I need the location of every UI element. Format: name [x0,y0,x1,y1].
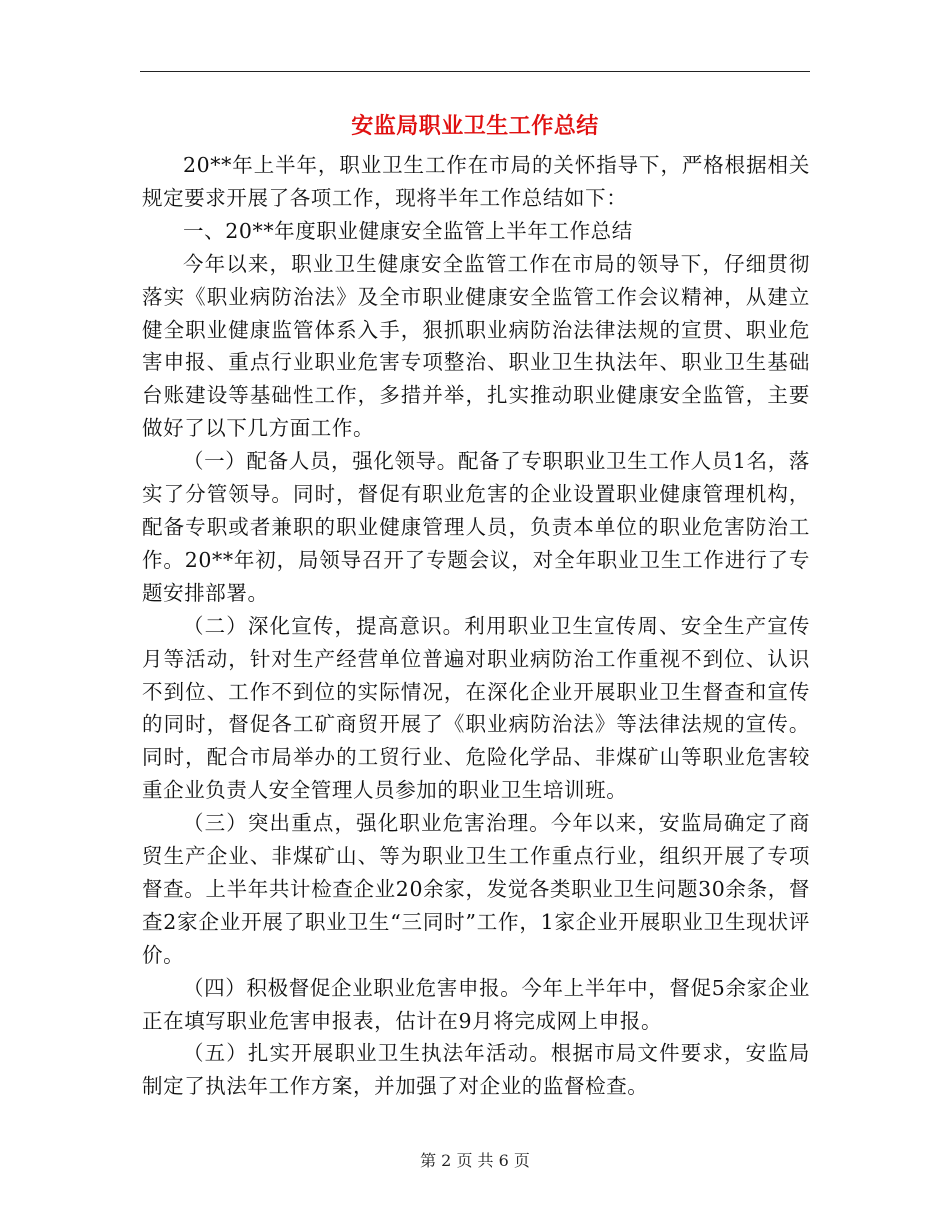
document-title: 安监局职业卫生工作总结 [351,114,599,139]
section-heading-1: 一、20**年度职业健康安全监管上半年工作总结 [183,218,633,243]
paragraph-item-2: （二）深化宣传，提高意识。利用职业卫生宣传周、安全生产宣传月等活动，针对生产经营单位普遍对职业病防治工作重视不到位、认识不到位、工作不到位的实际情况，在深化企业开展职业卫生督查和宣传的同时，督促各工矿商贸开展了《职业病防治法》等法律法规的宣传。同时，配合市局举办的工贸行业、危险化学品、非煤矿山等职业危害较重企业负责人安全管理人员参加的职业卫生培训班。 [142,613,810,803]
paragraph-item-3: （三）突出重点，强化职业危害治理。今年以来，安监局确定了商贸生产企业、非煤矿山、等为职业卫生工作重点行业，组织开展了专项督查。上半年共计检查企业20余家，发觉各类职业卫生问题30余条，督查2家企业开展了职业卫生“三同时”工作，1家企业开展职业卫生现状评价。 [142,811,810,967]
document-body [142,149,810,1103]
paragraph-item-1: （一）配备人员，强化领导。配备了专职职业卫生工作人员1名，落实了分管领导。同时，督促有职业危害的企业设置职业健康管理机构，配备专职或者兼职的职业健康管理人员，负责本单位的职业危害防治工作。20**年初，局领导召开了专题会议，对全年职业卫生工作进行了专题安排部署。 [142,449,810,605]
paragraph-overview: 今年以来，职业卫生健康安全监管工作在市局的领导下，仔细贯彻落实《职业病防治法》及全市职业健康安全监管工作会议精神，从建立健全职业健康监管体系入手，狠抓职业病防治法律法规的宣贯、职业危害申报、重点行业职业危害专项整治、职业卫生执法年、职业卫生基础台账建设等基础性工作，多措并举，扎实推动职业健康安全监管，主要做好了以下几方面工作。 [142,251,810,441]
paragraph-item-5: （五）扎实开展职业卫生执法年活动。根据市局文件要求，安监局制定了执法年工作方案，并加强了对企业的监督检查。 [142,1041,810,1099]
page-number: 第 2 页 共 6 页 [420,1151,530,1170]
paragraph-item-4: （四）积极督促企业职业危害申报。今年上半年中，督促5余家企业正在填写职业危害申报表，估计在9月将完成网上申报。 [142,975,810,1033]
paragraph-intro: 20**年上半年，职业卫生工作在市局的关怀指导下，严格根据相关规定要求开展了各项工作，现将半年工作总结如下： [142,153,810,210]
page-footer [0,1150,950,1172]
header-rule [140,71,810,72]
